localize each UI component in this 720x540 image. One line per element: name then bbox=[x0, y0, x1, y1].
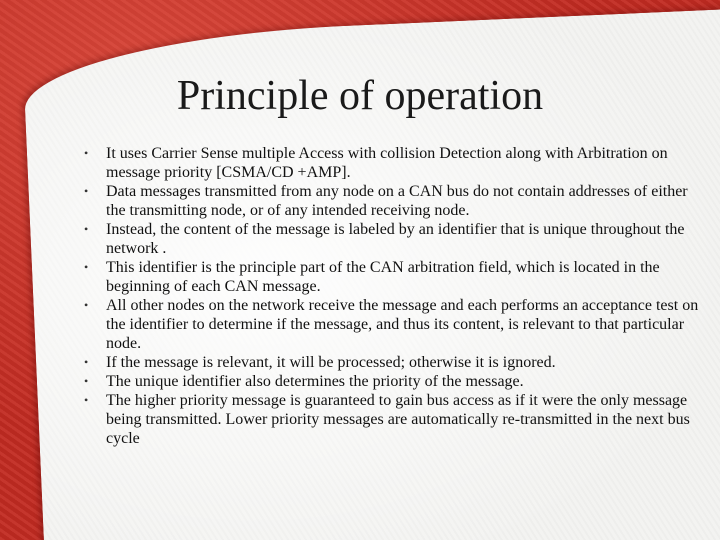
bullet-item bbox=[74, 372, 710, 391]
bullet-item bbox=[74, 258, 710, 296]
bullet-dot-icon: • bbox=[84, 355, 89, 369]
bullet-item bbox=[74, 391, 710, 448]
bullet-text: It uses Carrier Sense multiple Access with collision Detection along with Arbitration on message priority [CSMA/CD +AMP]. bbox=[106, 145, 668, 181]
slide-title: Principle of operation bbox=[176, 73, 544, 119]
bullet-text: The higher priority message is guaranteed to gain bus access as if it were the only message being transmitted. Lower priority messages are automatically re-transmitted in the next bus cycle bbox=[106, 392, 690, 447]
bullet-text: Instead, the content of the message is labeled by an identifier that is unique throughout the network . bbox=[106, 221, 685, 257]
bullet-dot-icon: • bbox=[84, 298, 89, 312]
bullet-item bbox=[74, 182, 710, 220]
bullet-dot-icon: • bbox=[84, 222, 89, 236]
bullet-item bbox=[74, 220, 710, 258]
bullet-dot-icon: • bbox=[84, 184, 89, 198]
bullet-item bbox=[74, 353, 710, 372]
bullet-text: If the message is relevant, it will be processed; otherwise it is ignored. bbox=[106, 354, 556, 371]
bullet-dot-icon: • bbox=[84, 260, 89, 274]
bullet-text: Data messages transmitted from any node on a CAN bus do not contain addresses of either the transmitting node, or of any intended receiving node. bbox=[106, 183, 688, 219]
bullet-item bbox=[74, 144, 710, 182]
bullet-text: The unique identifier also determines the priority of the message. bbox=[106, 373, 524, 390]
bullet-dot-icon: • bbox=[84, 146, 89, 160]
bullet-text: This identifier is the principle part of the CAN arbitration field, which is located in the beginning of each CAN message. bbox=[106, 259, 660, 295]
bullet-text: All other nodes on the network receive the message and each performs an acceptance test on the identifier to determine if the message, and thus its content, is relevant to that particular node. bbox=[106, 297, 699, 352]
bullet-dot-icon: • bbox=[84, 374, 89, 388]
bullet-list bbox=[74, 144, 710, 448]
bullet-dot-icon: • bbox=[84, 393, 89, 407]
bullet-item bbox=[74, 296, 710, 353]
